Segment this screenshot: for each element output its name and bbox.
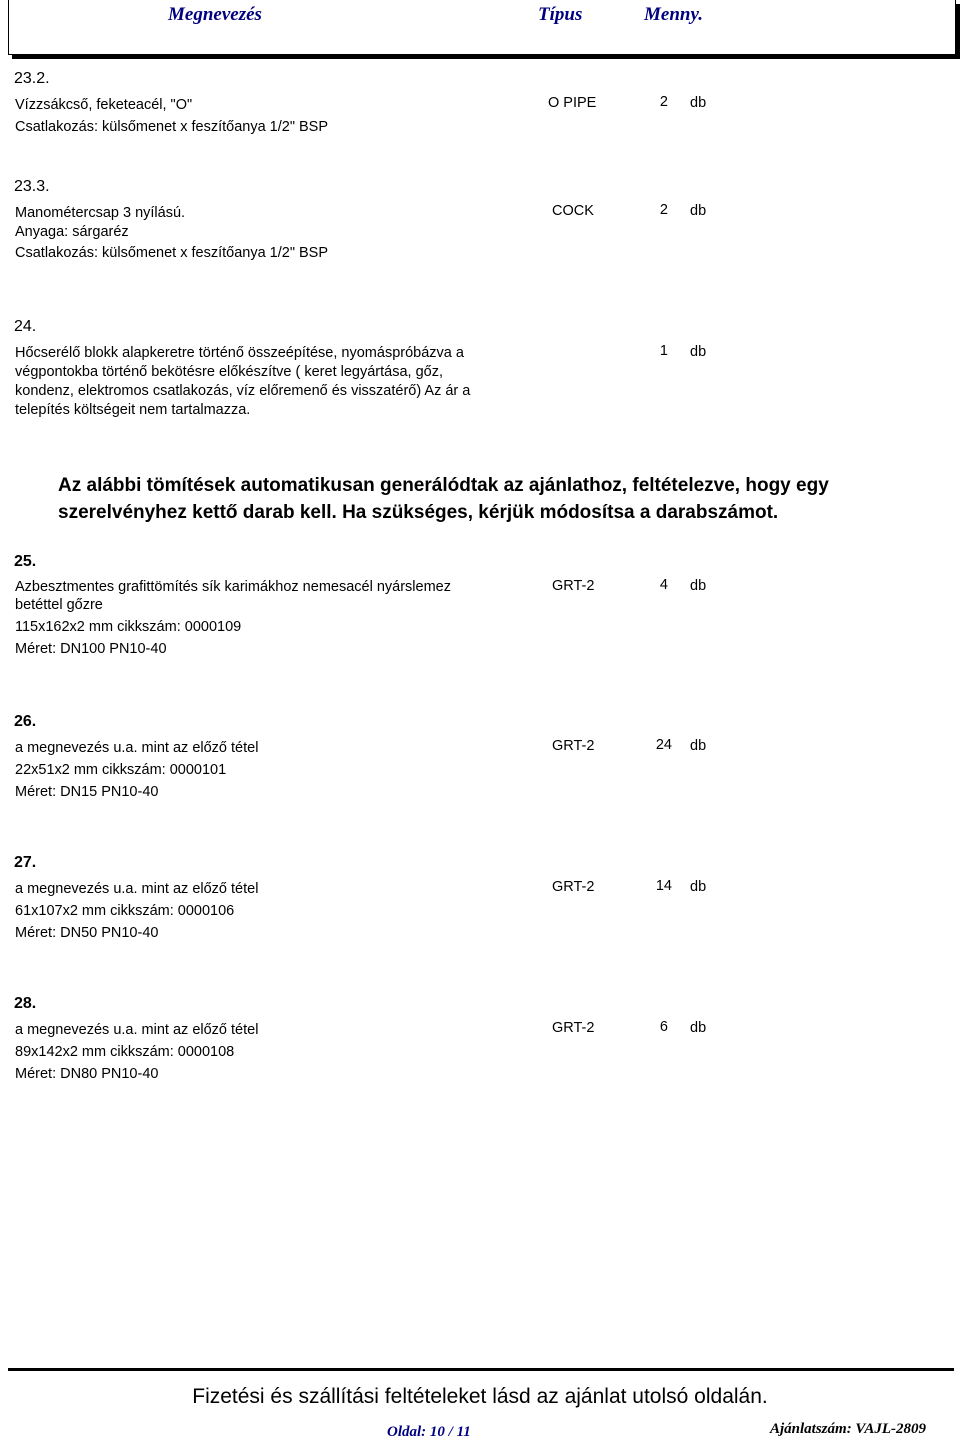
item-line: Méret: DN80 PN10-40	[15, 1066, 159, 1082]
header-type: Típus	[538, 4, 583, 25]
item-line: 61x107x2 mm cikkszám: 0000106	[15, 903, 235, 919]
item-line: Csatlakozás: külsőmenet x feszítőanya 1/2" BSP	[15, 245, 329, 261]
item-line: Azbesztmentes grafittömítés sík karimákhoz nemesacél nyárslemez	[15, 579, 451, 595]
item-line: 115x162x2 mm cikkszám: 0000109	[15, 619, 242, 635]
item-line: Vízzsákcső, feketeacél, "O"	[15, 97, 193, 113]
item-qty: 2	[659, 94, 668, 110]
page-number: Oldal: 10 / 11	[387, 1424, 471, 1440]
item-number: 23.2.	[14, 70, 50, 87]
item-number: 26.	[14, 713, 37, 730]
item-qty: 14	[655, 878, 672, 894]
header-name: Megnevezés	[168, 4, 262, 25]
item-number: 27.	[14, 854, 37, 871]
footer-divider	[8, 1368, 954, 1371]
item-line: a megnevezés u.a. mint az előző tétel	[15, 881, 259, 897]
item-line: 89x142x2 mm cikkszám: 0000108	[15, 1044, 235, 1060]
item-type: GRT-2	[552, 879, 595, 895]
item-type: GRT-2	[552, 738, 595, 754]
item-line: Anyaga: sárgaréz	[15, 224, 129, 240]
header-qty: Menny.	[644, 4, 703, 25]
item-unit: db	[690, 738, 707, 754]
item-type: GRT-2	[552, 578, 595, 594]
item-type: O PIPE	[548, 95, 597, 111]
item-type: GRT-2	[552, 1020, 595, 1036]
table-header	[8, 0, 956, 55]
item-number: 28.	[14, 995, 37, 1012]
item-unit: db	[690, 879, 707, 895]
item-qty: 2	[659, 202, 668, 218]
item-line: Méret: DN100 PN10-40	[15, 641, 167, 657]
auto-generated-notice: Az alábbi tömítések automatikusan generálódtak az ajánlathoz, feltételezve, hogy egy szerelvényhez kettő darab kell. Ha szükséges, kérjük módosítsa a darabszámot.	[58, 475, 829, 523]
item-type: COCK	[552, 203, 594, 219]
offer-reference: Ajánlatszám: VAJL-2809	[770, 1421, 926, 1437]
item-unit: db	[690, 344, 707, 360]
item-qty: 6	[659, 1019, 668, 1035]
item-unit: db	[690, 1020, 707, 1036]
item-qty: 1	[659, 343, 668, 359]
item-number: 24.	[14, 318, 37, 335]
item-line: Manométercsap 3 nyílású.	[15, 205, 186, 221]
footer-terms: Fizetési és szállítási feltételeket lásd az ajánlat utolsó oldalán.	[192, 1385, 768, 1408]
item-unit: db	[690, 95, 707, 111]
item-unit: db	[690, 203, 707, 219]
item-qty: 4	[659, 577, 668, 593]
item-line: 22x51x2 mm cikkszám: 0000101	[15, 762, 227, 778]
item-line: Méret: DN50 PN10-40	[15, 925, 159, 941]
item-line: Csatlakozás: külsőmenet x feszítőanya 1/2" BSP	[15, 119, 329, 135]
item-unit: db	[690, 578, 707, 594]
item-line: betéttel gőzre	[15, 597, 103, 613]
item-qty: 24	[655, 737, 672, 753]
item-line: a megnevezés u.a. mint az előző tétel	[15, 1022, 259, 1038]
item-description: Hőcserélő blokk alapkeretre történő összeépítése, nyomáspróbázva a végpontokba történő bekötésre előkészítve ( keret legyártása, gőz, kondenz, elektromos csatlakozás, víz előremenő és visszatérő) Az ár a telepítés költségeit nem tartalmazza.	[15, 345, 471, 418]
item-line: Méret: DN15 PN10-40	[15, 784, 159, 800]
item-number: 23.3.	[14, 178, 50, 195]
item-number: 25.	[14, 553, 37, 570]
item-line: a megnevezés u.a. mint az előző tétel	[15, 740, 259, 756]
